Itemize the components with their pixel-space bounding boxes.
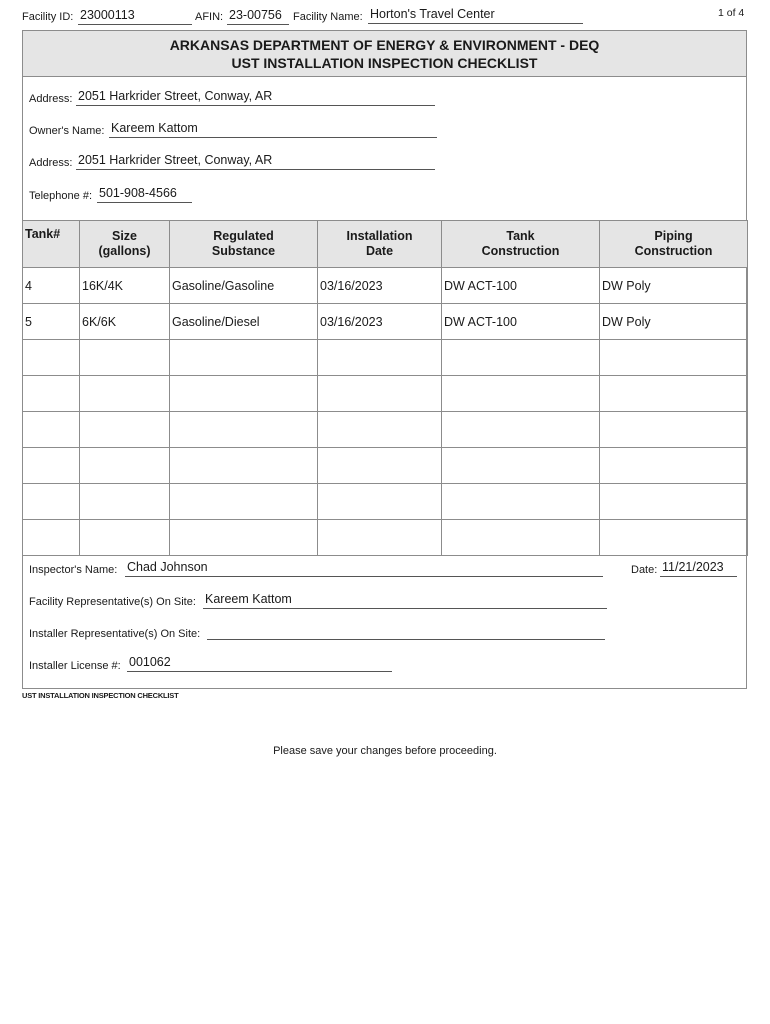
header-tank-construction-text: Tank Construction [481,229,560,258]
form-title-line2: UST INSTALLATION INSPECTION CHECKLIST [231,55,538,71]
facility-rep-label: Facility Representative(s) On Site: [29,596,196,608]
phone-field[interactable]: 501-908-4566 [97,186,192,203]
facility-id-label: Facility ID: [22,11,74,23]
substance-cell[interactable] [170,376,318,412]
table-row [23,376,748,412]
facility-id-field[interactable]: 23000113 [78,8,192,25]
size-cell[interactable] [80,484,170,520]
tank-number-cell[interactable]: 5 [23,304,80,340]
tank-construction-cell[interactable] [442,520,600,556]
tank-construction-cell[interactable]: DW ACT-100 [442,268,600,304]
address2-field[interactable]: 2051 Harkrider Street, Conway, AR [76,153,435,170]
date-field[interactable]: 11/21/2023 [660,560,737,577]
substance-cell[interactable] [170,340,318,376]
piping-construction-cell[interactable] [600,412,748,448]
tank-number-cell[interactable] [23,448,80,484]
table-header-row [23,221,748,268]
piping-construction-cell[interactable] [600,520,748,556]
install-date-cell[interactable] [318,484,442,520]
piping-construction-cell[interactable]: DW Poly [600,268,748,304]
header-piping-construction [600,221,748,268]
table-row [23,448,748,484]
install-date-cell[interactable]: 03/16/2023 [318,304,442,340]
size-cell[interactable] [80,340,170,376]
address1-field[interactable]: 2051 Harkrider Street, Conway, AR [76,89,435,106]
tank-construction-cell[interactable] [442,448,600,484]
tank-construction-cell[interactable]: DW ACT-100 [442,304,600,340]
address2-label: Address: [29,157,73,169]
tank-number-cell[interactable] [23,340,80,376]
tank-number-cell[interactable] [23,484,80,520]
tank-table [22,220,748,556]
install-date-cell[interactable] [318,376,442,412]
afin-label: AFIN: [195,11,224,23]
table-row [23,304,748,340]
install-date-cell[interactable] [318,412,442,448]
facility-name-field[interactable]: Horton's Travel Center [368,7,583,24]
table-row [23,520,748,556]
substance-cell[interactable]: Gasoline/Diesel [170,304,318,340]
substance-cell[interactable]: Gasoline/Gasoline [170,268,318,304]
afin-field[interactable]: 23-00756 [227,8,289,25]
form-footer-name: UST INSTALLATION INSPECTION CHECKLIST [22,691,179,700]
header-substance [170,221,318,268]
form-header [23,31,746,77]
header-tank-construction [442,221,600,268]
date-label: Date: [631,564,658,576]
header-piping-construction-text: Piping Construction [634,229,713,258]
piping-construction-cell[interactable] [600,484,748,520]
phone-label: Telephone #: [29,190,92,202]
header-size [80,221,170,268]
form-title-line1: ARKANSAS DEPARTMENT OF ENERGY & ENVIRONMENT - DEQ [169,37,600,53]
owner-field[interactable]: Kareem Kattom [109,121,437,138]
size-cell[interactable] [80,520,170,556]
facility-name-label: Facility Name: [293,11,363,23]
piping-construction-cell[interactable] [600,340,748,376]
tank-construction-cell[interactable] [442,376,600,412]
license-field[interactable]: 001062 [127,655,392,672]
table-row [23,484,748,520]
tank-construction-cell[interactable] [442,412,600,448]
install-date-cell[interactable] [318,520,442,556]
tank-construction-cell[interactable] [442,484,600,520]
table-row [23,412,748,448]
tank-number-cell[interactable]: 4 [23,268,80,304]
inspector-label: Inspector's Name: [29,564,118,576]
tank-number-cell[interactable] [23,376,80,412]
piping-construction-cell[interactable] [600,448,748,484]
piping-construction-cell[interactable] [600,376,748,412]
install-date-cell[interactable]: 03/16/2023 [318,268,442,304]
install-date-cell[interactable] [318,448,442,484]
installer-rep-field[interactable] [207,623,605,640]
header-install-date-text: Installation Date [346,229,413,258]
page-number: 1 of 4 [718,7,745,19]
size-cell[interactable]: 16K/4K [80,268,170,304]
substance-cell[interactable] [170,484,318,520]
substance-cell[interactable] [170,448,318,484]
size-cell[interactable]: 6K/6K [80,304,170,340]
header-install-date [318,221,442,268]
table-row [23,340,748,376]
license-label: Installer License #: [29,660,121,672]
installer-rep-label: Installer Representative(s) On Site: [29,628,201,640]
size-cell[interactable] [80,412,170,448]
size-cell[interactable] [80,448,170,484]
address1-label: Address: [29,93,73,105]
piping-construction-cell[interactable]: DW Poly [600,304,748,340]
save-notice: Please save your changes before proceeding. [273,745,497,757]
table-row [23,268,748,304]
owner-label: Owner's Name: [29,125,105,137]
header-tank-number: Tank# [23,221,80,268]
header-size-text: Size (gallons) [98,229,151,258]
substance-cell[interactable] [170,520,318,556]
install-date-cell[interactable] [318,340,442,376]
tank-number-cell[interactable] [23,520,80,556]
facility-rep-field[interactable]: Kareem Kattom [203,592,607,609]
inspector-field[interactable]: Chad Johnson [125,560,603,577]
header-substance-text: Regulated Substance [211,229,276,258]
size-cell[interactable] [80,376,170,412]
substance-cell[interactable] [170,412,318,448]
tank-number-cell[interactable] [23,412,80,448]
tank-construction-cell[interactable] [442,340,600,376]
